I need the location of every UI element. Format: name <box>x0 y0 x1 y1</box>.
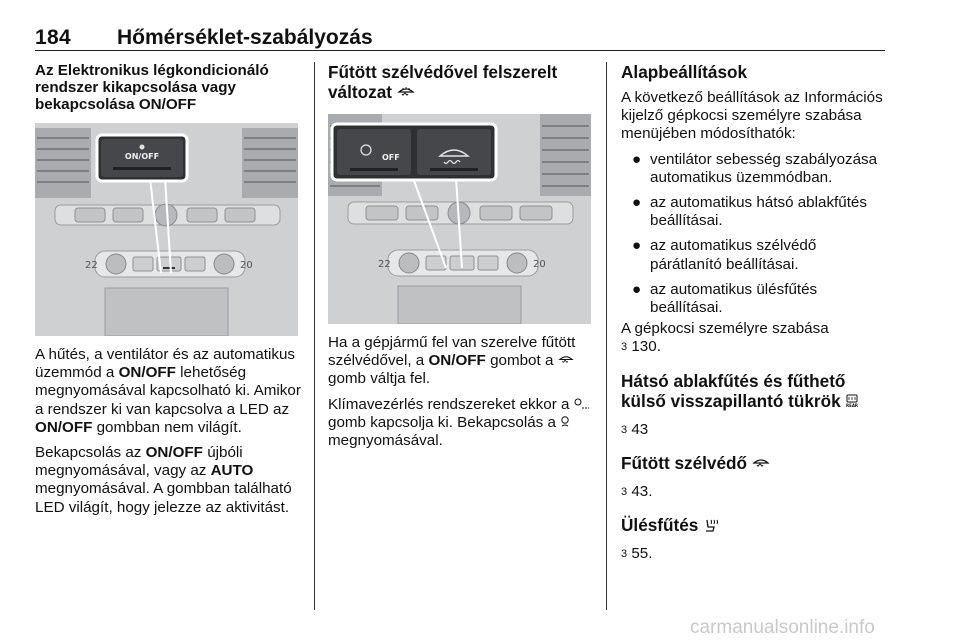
page-ref-icon: 3 <box>621 548 628 561</box>
header-rule <box>35 50 885 51</box>
paragraph: Bekapcsolás az ON/OFF újbóli megnyomásával, vagy az AUTO megnyomásával. A gombban található LED világít, hogy jelezze az aktivitást. <box>35 444 292 516</box>
watermark: carmanualsonline.info <box>690 617 875 638</box>
list-item: ● ventilátor sebesség szabályozása automatikus üzemmódban. <box>632 150 878 186</box>
column-divider <box>314 62 315 610</box>
list-item: ● az automatikus hátsó ablakfűtés beállításai. <box>632 194 867 230</box>
rear-window-heating-icon <box>845 394 859 408</box>
paragraph: Klímavezérlés rendszereket ekkor a gomb kapcsolja ki. Bekapcsolás a megnyomásával. <box>328 396 594 451</box>
fan-off-icon <box>574 397 590 410</box>
on-off-button-label: ON/OFF <box>124 152 160 161</box>
cross-reference: 3 55. <box>621 545 653 563</box>
heated-windscreen-icon <box>397 86 415 98</box>
paragraph: A következő beállítások az Információs kijelző gépkocsi személyre szabása menüjében módosíthatók: <box>621 89 883 143</box>
page-header <box>35 22 885 52</box>
paragraph: A hűtés, a ventilátor és az automatikus üzemmód a ON/OFF lehetőség megnyomásával kapcsolható ki. Amikor a rendszer ki van kapcsolva a LED az ON/OFF gombban nem világít. <box>35 346 301 436</box>
section-heading: Hátsó ablakfűtés és fűthető külső visszapillantó tükrök REAR <box>621 370 859 411</box>
heated-windscreen-icon <box>752 457 770 469</box>
section-heading: Alapbeállítások <box>621 62 748 82</box>
section-heading: Ülésfűtés <box>621 515 886 535</box>
temp-right-label: 20 <box>240 260 253 271</box>
list-item: ● az automatikus szélvédő párátlanító beállításai. <box>632 237 817 273</box>
off-button-label: OFF <box>382 153 400 162</box>
list-item: ● az automatikus ülésfűtés beállításai. <box>632 280 818 317</box>
fan-icon <box>560 415 570 428</box>
section-heading: Fűtött szélvédővel felszerelt változat <box>328 62 558 102</box>
heated-windscreen-icon <box>558 354 574 365</box>
section-heading: Az Elektronikus légkondicionáló rendszer kikapcsolása vagy bekapcsolása ON/OFF <box>35 62 269 113</box>
page-ref-icon: 3 <box>621 341 628 354</box>
cross-reference: 3 43. <box>621 482 653 500</box>
cross-reference: A gépkocsi személyre szabása 3 130. <box>621 320 829 356</box>
temp-right-label: 20 <box>533 259 546 270</box>
paragraph: Ha a gépjármű fel van szerelve fűtött szélvédővel, a ON/OFF gombot a gomb váltja fel. <box>328 334 576 388</box>
section-heading: Fűtött szélvédő <box>621 453 886 473</box>
column-1 <box>35 62 301 524</box>
page-ref-icon: 3 <box>621 423 628 436</box>
cross-reference: 3 43 <box>621 420 649 438</box>
settings-list <box>621 151 886 318</box>
temp-left-label: 22 <box>378 259 391 270</box>
page-ref-icon: 3 <box>621 485 628 498</box>
temp-left-label: 22 <box>85 260 98 271</box>
page-title: Hőmérséklet-szabályozás <box>117 26 373 49</box>
ac-panel-photo <box>35 123 298 336</box>
heated-windscreen-panel-photo <box>328 114 591 324</box>
column-2 <box>328 62 594 457</box>
svg-text:REAR: REAR <box>846 402 859 408</box>
column-divider <box>606 62 607 610</box>
column-3 <box>621 62 886 570</box>
seat-heating-icon <box>703 517 719 533</box>
page-number: 184 <box>35 26 71 49</box>
